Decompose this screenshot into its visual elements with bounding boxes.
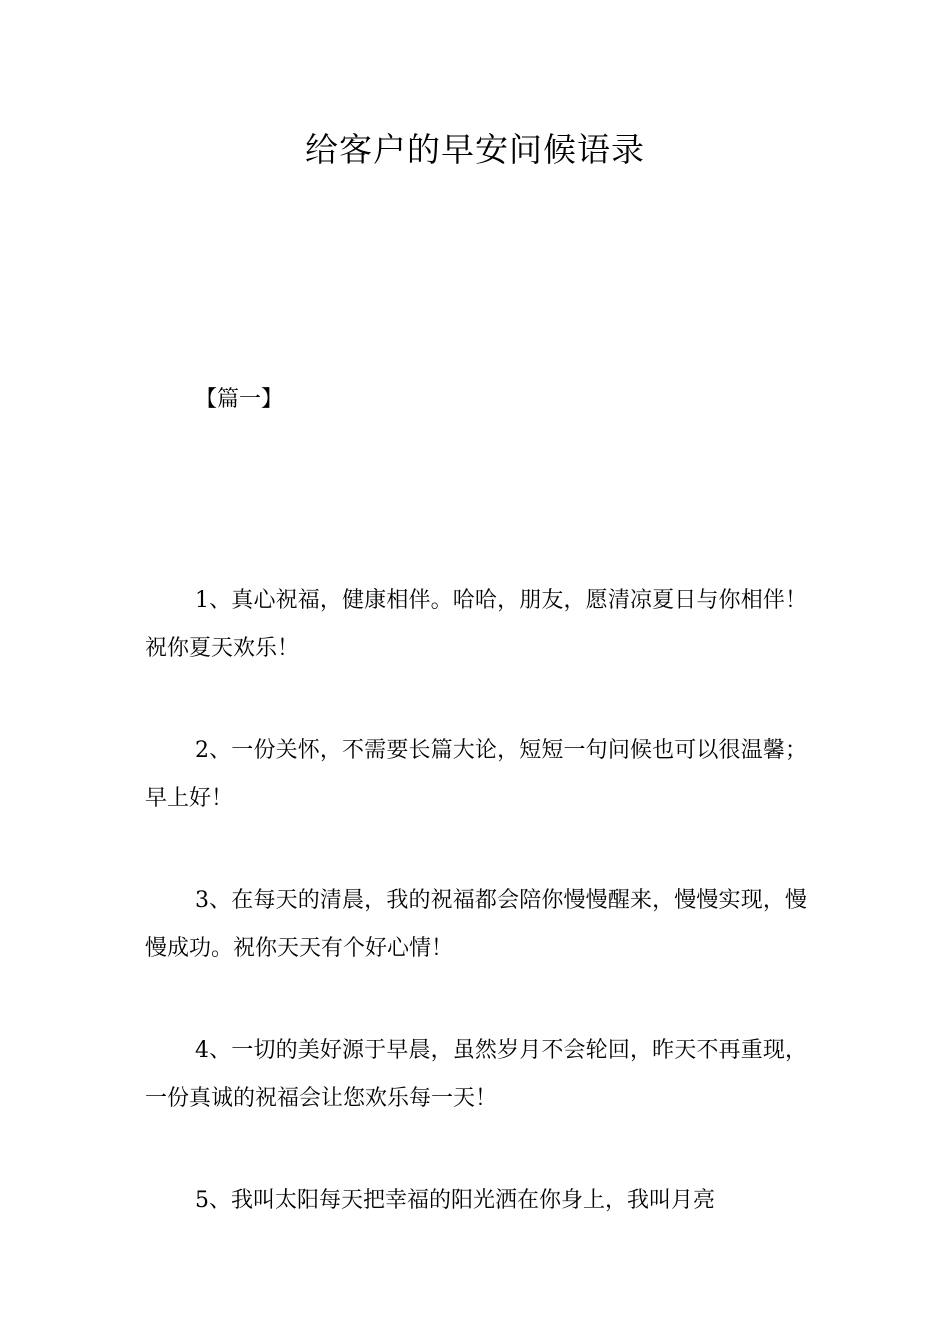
section-heading: 【篇一】 <box>195 387 284 412</box>
document-body <box>145 577 807 1279</box>
paragraph-3: 3、在每天的清晨，我的祝福都会陪你慢慢醒来，慢慢实现，慢慢成功。祝你天天有个好心情！ <box>145 888 807 961</box>
paragraph-1: 1、真心祝福，健康相伴。哈哈，朋友，愿清凉夏日与你相伴！祝你夏天欢乐！ <box>145 588 807 661</box>
paragraph-5: 5、我叫太阳每天把幸福的阳光洒在你身上，我叫月亮 <box>195 1188 715 1213</box>
document-title: 给客户的早安问候语录 <box>305 130 645 169</box>
paragraph-4: 4、一切的美好源于早晨，虽然岁月不会轮回，昨天不再重现，一份真诚的祝福会让您欢乐每一天！ <box>145 1038 807 1111</box>
paragraph-2: 2、一份关怀，不需要长篇大论，短短一句问候也可以很温馨；早上好！ <box>145 738 807 811</box>
